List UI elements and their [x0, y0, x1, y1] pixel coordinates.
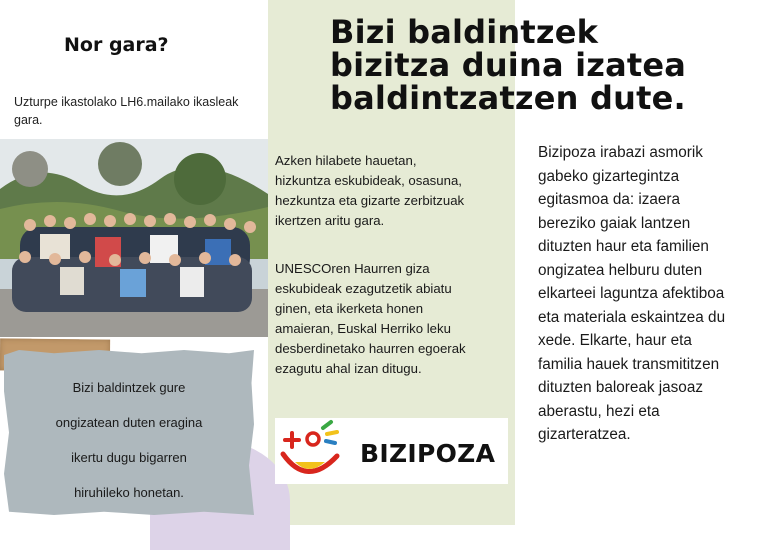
bizipoza-logo [275, 418, 508, 484]
right-paragraph: Bizipoza irabazi asmorik gabeko gizartegintza egitasmoa da: izaera bereziko gaiak lantzen dituzten haur eta familien ongizatea helburu duten elkarteei laguntza afektiboa eta materiala eskaintzea du xede. Elkarte, haur eta familia hauek transmititzen dituzten baloreak jasoaz aberastu, hezi eta gizarteratzea. [538, 144, 726, 443]
intro-text: Uzturpe ikastolako LH6.mailako ikasleak gara. [14, 95, 239, 127]
smiling-face-plus-icon [277, 418, 347, 484]
note-text: Bizi baldintzek gure ongizatean duten eragina ikertu dugu bigarren hiruhileko honetan. [55, 380, 203, 500]
group-photo [0, 139, 268, 337]
middle-paragraph-2: UNESCOren Haurren giza eskubideak ezagutzetik abiatu ginen, eta ikerketa honen amaieran, Euskal Herriko leku desberdinetako haurren egoerak ezagutu ahal izan ditugu. [275, 261, 466, 376]
logo-wordmark: BIZIPOZA [360, 439, 496, 468]
section-heading: Nor gara? [64, 34, 169, 56]
middle-paragraph-1: Azken hilabete hauetan, hizkuntza eskubideak, osasuna, hezkuntza eta gizarte zerbitzuak ikertzen aritu gara. [275, 153, 465, 228]
page-title: Bizi baldintzek bizitza duina izatea baldintzatzen dute. [330, 13, 687, 117]
